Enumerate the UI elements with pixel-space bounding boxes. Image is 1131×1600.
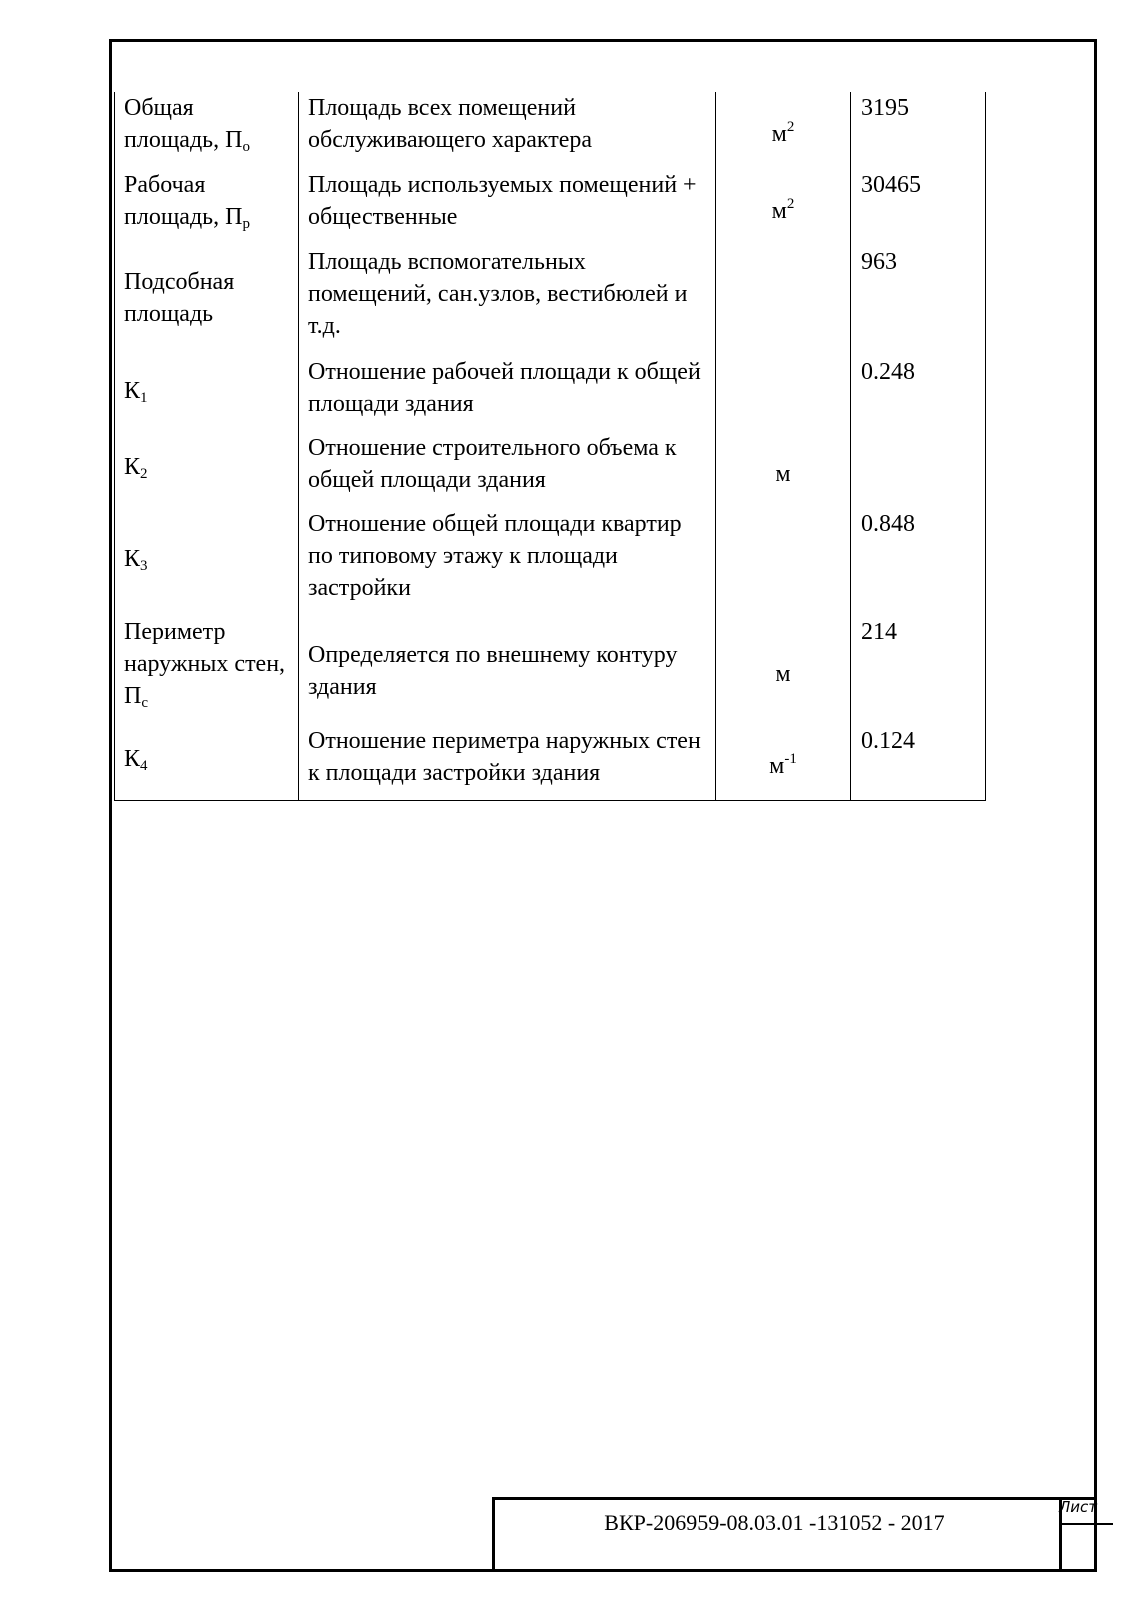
indicator-name: Общая площадь, $П_о$ <box>115 92 299 169</box>
indicator-unit: м <box>716 432 851 508</box>
indicator-description: Отношение периметра наружных стен к площади застройки здания <box>299 725 716 800</box>
indicator-name: Подсобная площадь <box>115 246 299 356</box>
table-row <box>115 92 986 169</box>
indicator-subscript: 4 <box>140 758 148 774</box>
indicator-description: Площадь всех помещений обслуживающего характера <box>299 92 716 169</box>
unit-superscript: -1 <box>784 751 797 767</box>
table-row <box>115 246 986 356</box>
indicator-value: 0.248 <box>851 356 986 432</box>
indicator-subscript: 1 <box>140 389 148 406</box>
indicator-unit: $м^2$ <box>716 92 851 169</box>
indicator-value: 214 <box>851 616 986 725</box>
indicator-name: Периметр наружных стен, $П_с$ <box>115 616 299 725</box>
indicator-value: 963 <box>851 246 986 356</box>
indicator-subscript: о <box>242 139 250 155</box>
table-row <box>115 169 986 246</box>
table-row <box>115 432 986 508</box>
indicator-name: $К_1$ <box>115 356 299 432</box>
indicator-subscript: с <box>141 695 149 711</box>
indicator-value: 30465 <box>851 169 986 246</box>
document-code: ВКР-206959-08.03.01 -131052 - 2017 <box>604 1510 945 1535</box>
indicator-description: Отношение рабочей площади к общей площади здания <box>299 356 716 432</box>
indicator-unit: $м^2$ <box>716 169 851 246</box>
indicators-table <box>114 92 986 801</box>
indicator-subscript: 3 <box>140 557 148 574</box>
indicator-description: Площадь используемых помещений + общественные <box>299 169 716 246</box>
indicator-description: Отношение строительного объема к общей площади здания <box>299 432 716 508</box>
table-row <box>115 508 986 616</box>
indicator-name: $К_4$ <box>115 725 299 800</box>
table-row <box>115 356 986 432</box>
indicator-name: $К_3$ <box>115 508 299 616</box>
table-row <box>115 616 986 725</box>
unit-superscript: 2 <box>786 196 795 212</box>
unit-superscript: 2 <box>786 119 795 135</box>
indicator-subscript: р <box>242 216 250 232</box>
indicator-value: 0.848 <box>851 508 986 616</box>
indicator-name: $К_2$ <box>115 432 299 508</box>
indicator-value <box>851 432 986 508</box>
indicator-unit <box>716 508 851 616</box>
indicator-subscript: 2 <box>140 465 148 482</box>
indicator-value: 0.124 <box>851 725 986 800</box>
indicator-name: Рабочая площадь, $П_р$ <box>115 169 299 246</box>
sheet-divider <box>1059 1523 1113 1525</box>
indicator-description: Определяется по внешнему контуру здания <box>299 616 716 725</box>
indicator-description: Отношение общей площади квартир по типовому этажу к площади застройки <box>299 508 716 616</box>
indicator-unit <box>716 246 851 356</box>
sheet-label: Лист <box>1059 1498 1098 1516</box>
indicator-value: 3195 <box>851 92 986 169</box>
indicator-unit: м <box>716 616 851 725</box>
indicator-description: Площадь вспомогательных помещений, сан.узлов, вестибюлей и т.д. <box>299 246 716 356</box>
indicator-unit <box>716 356 851 432</box>
indicator-unit: $м^{-1}$ <box>716 725 851 800</box>
table-row <box>115 725 986 800</box>
